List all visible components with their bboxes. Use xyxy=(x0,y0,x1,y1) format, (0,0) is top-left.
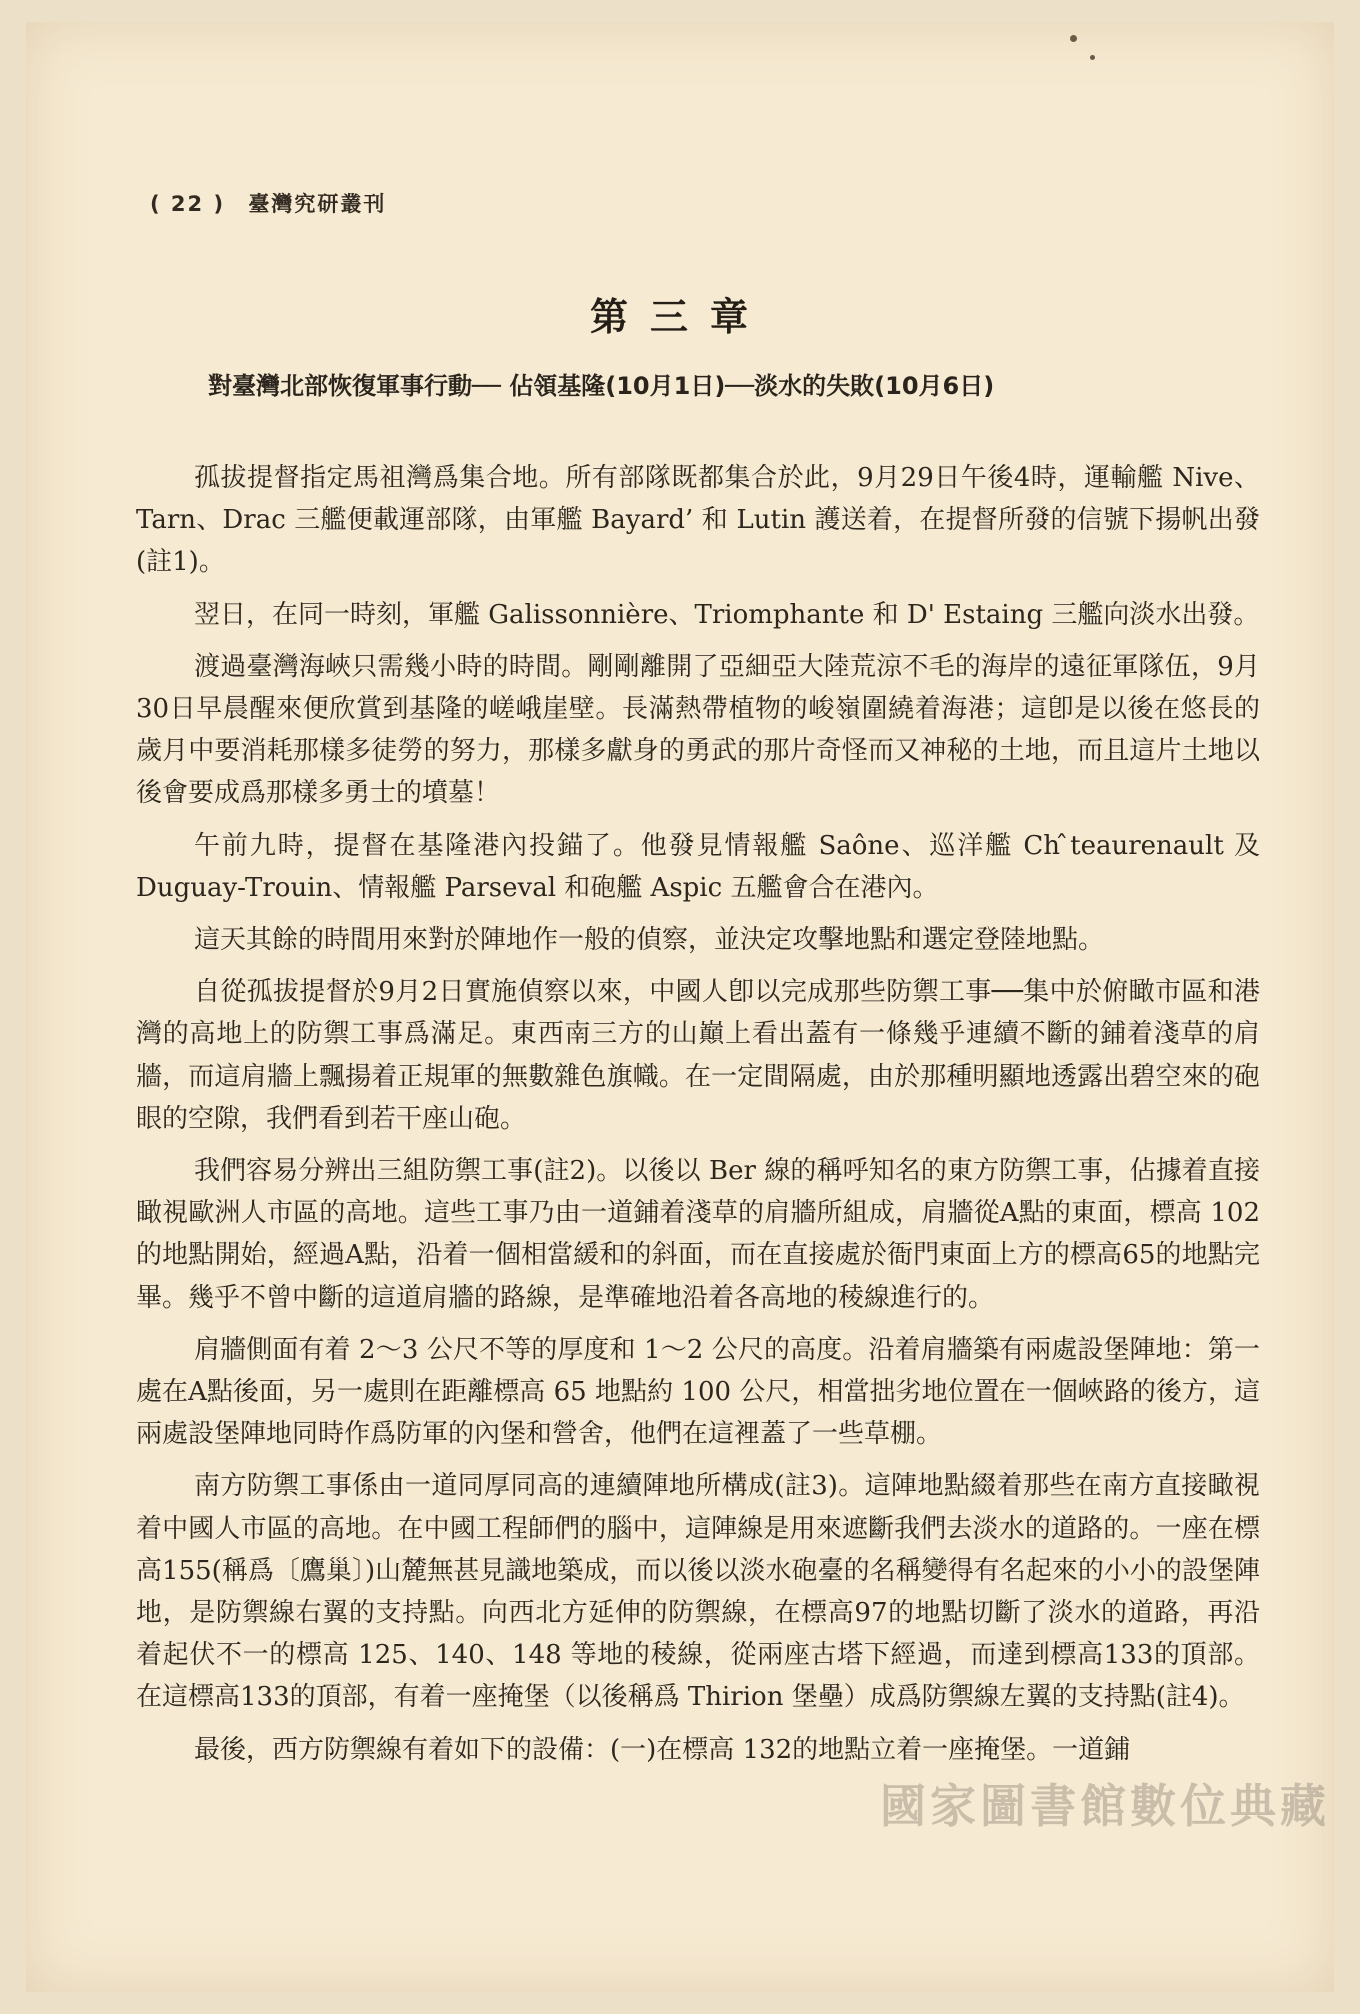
paragraph: 孤拔提督指定馬祖灣爲集合地。所有部隊既都集合於此，9月29日午後4時，運輸艦 Nive、Tarn、Drac 三艦便載運部隊，由軍艦 Bayard’ 和 Lutin 護送着，在提督所發的信號下揚帆出發(註1)。 xyxy=(136,463,1260,578)
chapter-subtitle: 對臺灣北部恢復軍事行動── 佔領基隆(10月1日)──淡水的失敗(10月6日) xyxy=(208,372,995,400)
paragraph: 我們容易分辨出三組防禦工事(註2)。以後以 Ber 線的稱呼知名的東方防禦工事，佔據着直接瞰視歐洲人市區的高地。這些工事乃由一道鋪着淺草的肩牆所組成，肩牆從A點的東面，標高 102 的地點開始，經過A點，沿着一個相當緩和的斜面，而在直接處於衙門東面上方的標高65的地點完畢。幾乎不曾中斷的這道肩牆的路線，是準確地沿着各高地的稜線進行的。 xyxy=(136,1156,1260,1313)
paragraph: 最後，西方防禦線有着如下的設備：(一)在標高 132的地點立着一座掩堡。一道鋪 xyxy=(194,1734,1131,1765)
running-header xyxy=(150,188,386,218)
paragraph: 午前九時，提督在基隆港內投錨了。他發見情報艦 Saône、巡洋艦 Ch ̂teaurenault 及 Duguay-Trouin、情報艦 Parseval 和砲艦 Aspic 五艦會合在港內。 xyxy=(136,830,1260,903)
paragraph: 渡過臺灣海峽只需幾小時的時間。剛剛離開了亞細亞大陸荒涼不毛的海岸的遠征軍隊伍，9月30日早晨醒來便欣賞到基隆的嵯峨崖壁。長滿熱帶植物的峻嶺圍繞着海港；這卽是以後在悠長的歲月中要消耗那樣多徒勞的努力，那樣多獻身的勇武的那片奇怪而又神秘的土地，而且這片土地以後會要成爲那樣多勇士的墳墓！ xyxy=(136,651,1260,809)
paragraph: 這天其餘的時間用來對於陣地作一般的偵察，並決定攻擊地點和選定登陸地點。 xyxy=(194,925,1105,956)
chapter-title: 第三章 xyxy=(589,294,770,339)
library-watermark: 國家圖書館數位典藏 xyxy=(880,1779,1330,1833)
page-number: ( 22 ) xyxy=(150,192,226,216)
ink-spot xyxy=(1070,35,1077,42)
ink-spot xyxy=(1090,55,1095,60)
paragraph: 肩牆側面有着 2～3 公尺不等的厚度和 1～2 公尺的高度。沿着肩牆築有兩處設堡陣地：第一處在A點後面，另一處則在距離標高 65 地點約 100 公尺，相當拙劣地位置在一個峽路的後方，這兩處設堡陣地同時作爲防軍的內堡和營舍，他們在這裡蓋了一些草棚。 xyxy=(136,1334,1260,1450)
paragraph: 自從孤拔提督於9月2日實施偵察以來，中國人卽以完成那些防禦工事──集中於俯瞰市區和港灣的高地上的防禦工事爲滿足。東西南三方的山巔上看出蓋有一條幾乎連續不斷的鋪着淺草的肩牆，而這肩牆上飄揚着正規軍的無數雜色旗幟。在一定間隔處，由於那種明顯地透露出碧空來的砲眼的空隙，我們看到若干座山砲。 xyxy=(136,977,1260,1134)
body-text xyxy=(136,457,1260,1781)
journal-title: 臺灣究研叢刊 xyxy=(248,192,387,216)
paragraph: 翌日，在同一時刻，軍艦 Galissonnière、Triomphante 和 D' Estaing 三艦向淡水出發。 xyxy=(194,599,1260,630)
paragraph: 南方防禦工事係由一道同厚同高的連續陣地所構成(註3)。這陣地點綴着那些在南方直接瞰視着中國人市區的高地。在中國工程師們的腦中，這陣線是用來遮斷我們去淡水的道路的。一座在標高155(稱爲〔鷹巢〕)山麓無甚見識地築成，而以後以淡水砲臺的名稱變得有名起來的小小的設堡陣地，是防禦線右翼的支持點。向西北方延伸的防禦線，在標高97的地點切斷了淡水的道路，再沿着起伏不一的標高 125、140、148 等地的稜線，從兩座古塔下經過，而達到標高133的頂部。在這標高133的頂部，有着一座掩堡（以後稱爲 Thirion 堡壘）成爲防禦線左翼的支持點(註4)。 xyxy=(136,1471,1260,1713)
